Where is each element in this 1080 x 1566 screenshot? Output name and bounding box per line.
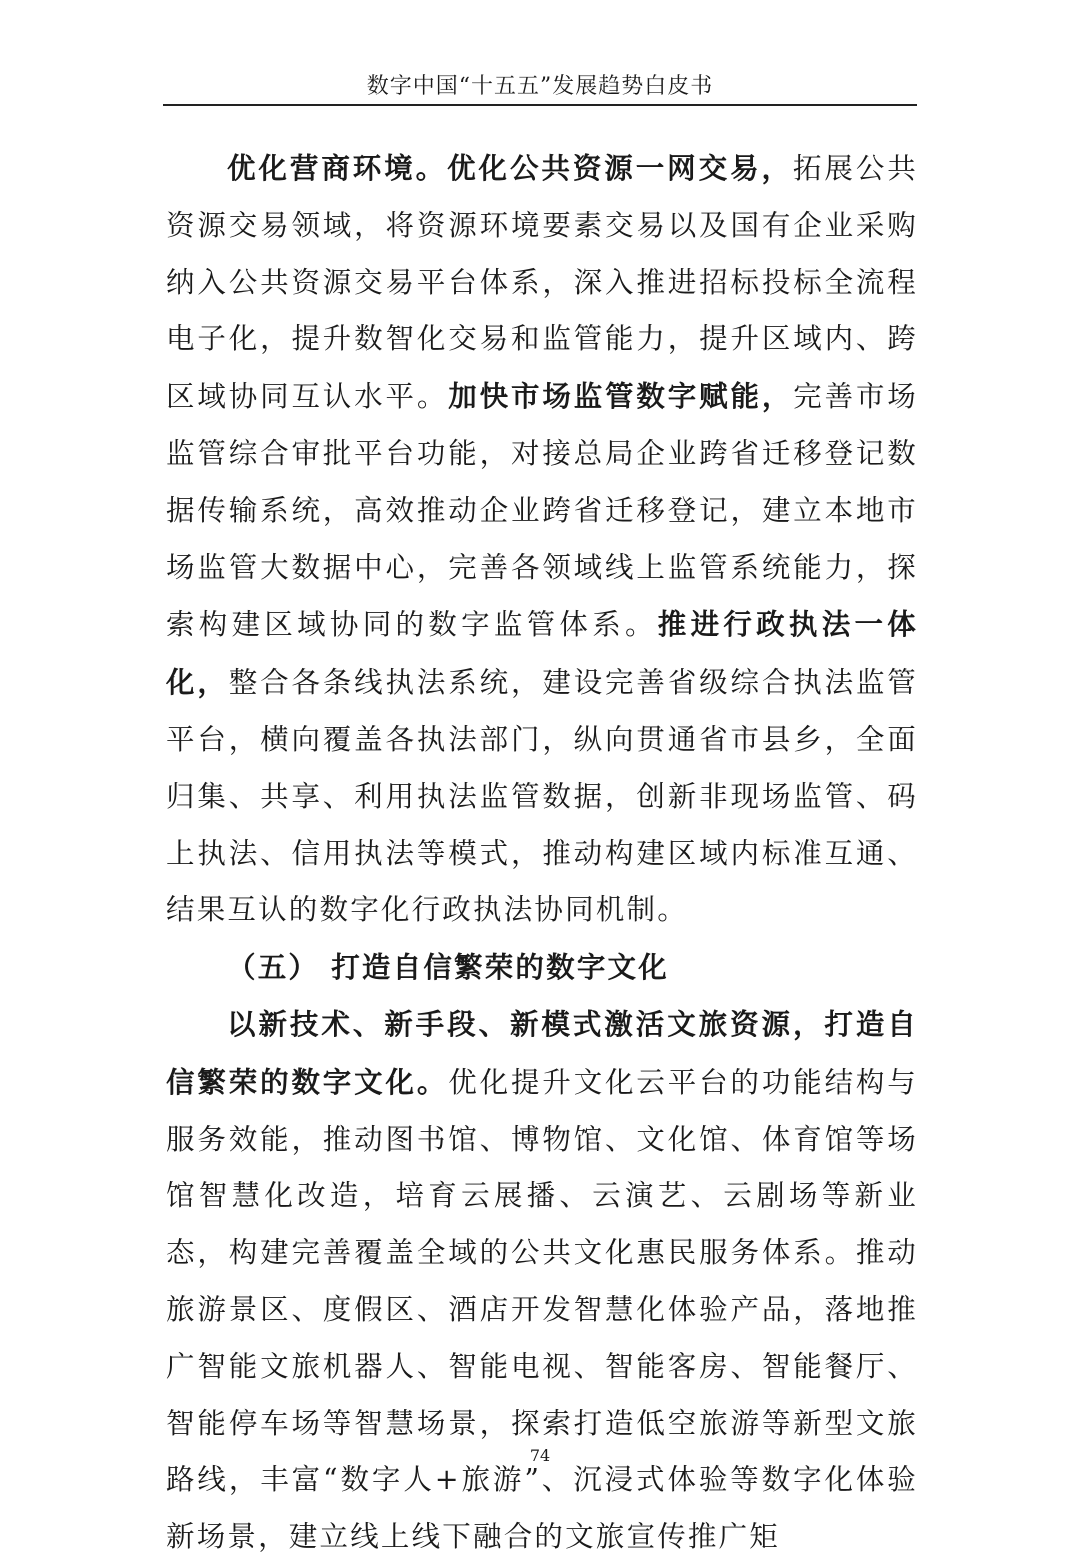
page-number: 74	[529, 1446, 551, 1465]
paragraph-text: 完善市场监管综合审批平台功能，对接总局企业跨省迁移登记数据传输系统，高效推动企业跨省迁移登记，建立本地市场监管大数据中心，完善各领域线上监管系统能力，探索构建区域协同的数字监管体系。	[166, 380, 918, 642]
bold-lead-digital-culture: 以新技术、新手段、新模式激活文旅资源，打造自信繁荣的数字文化。	[166, 1006, 918, 1099]
paragraph-text: 整合各条线执法系统，建设完善省级综合执法监管平台，横向覆盖各执法部门，纵向贯通省市县乡，全面归集、共享、利用执法监管数据，创新非现场监管、码上执法、信用执法等模式，推动构建区域内标准互通、结果互认的数字化行政执法协同机制。	[166, 666, 919, 927]
bold-lead-market-supervision: 加快市场监管数字赋能，	[448, 379, 794, 414]
section-heading: （五） 打造自信繁荣的数字文化	[227, 950, 669, 985]
paragraph-business-environment	[166, 140, 918, 939]
paragraph-digital-culture	[166, 996, 918, 1566]
bold-lead-law-enforcement: 推进行政执法一体化，	[166, 607, 918, 700]
page-header-title: 数字中国“十五五”发展趋势白皮书	[366, 74, 714, 99]
document-body	[166, 140, 918, 1566]
header-divider	[163, 104, 917, 106]
paragraph-text: 优化提升文化云平台的功能结构与服务效能，推动图书馆、博物馆、文化馆、体育馆等场馆智慧化改造，培育云展播、云演艺、云剧场等新业态，构建完善覆盖全域的公共文化惠民服务体系。推动旅游景区、度假区、酒店开发智慧化体验产品，落地推广智能文旅机器人、智能电视、智能客房、智能餐厅、智能停车场等智慧场景，探索打造低空旅游等新型文旅路线，丰富“数字人+旅游”、沉浸式体验等数字化体验新场景，建立线上线下融合的文旅宣传推广矩	[166, 1065, 918, 1554]
paragraph-text: 拓展公共资源交易领域，将资源环境要素交易以及国有企业采购纳入公共资源交易平台体系，深入推进招标投标全流程电子化，提升数智化交易和监管能力，提升区域内、跨区域协同互认水平。	[166, 152, 918, 414]
bold-lead-public-resources: 优化营商环境。优化公共资源一网交易，	[227, 151, 793, 185]
